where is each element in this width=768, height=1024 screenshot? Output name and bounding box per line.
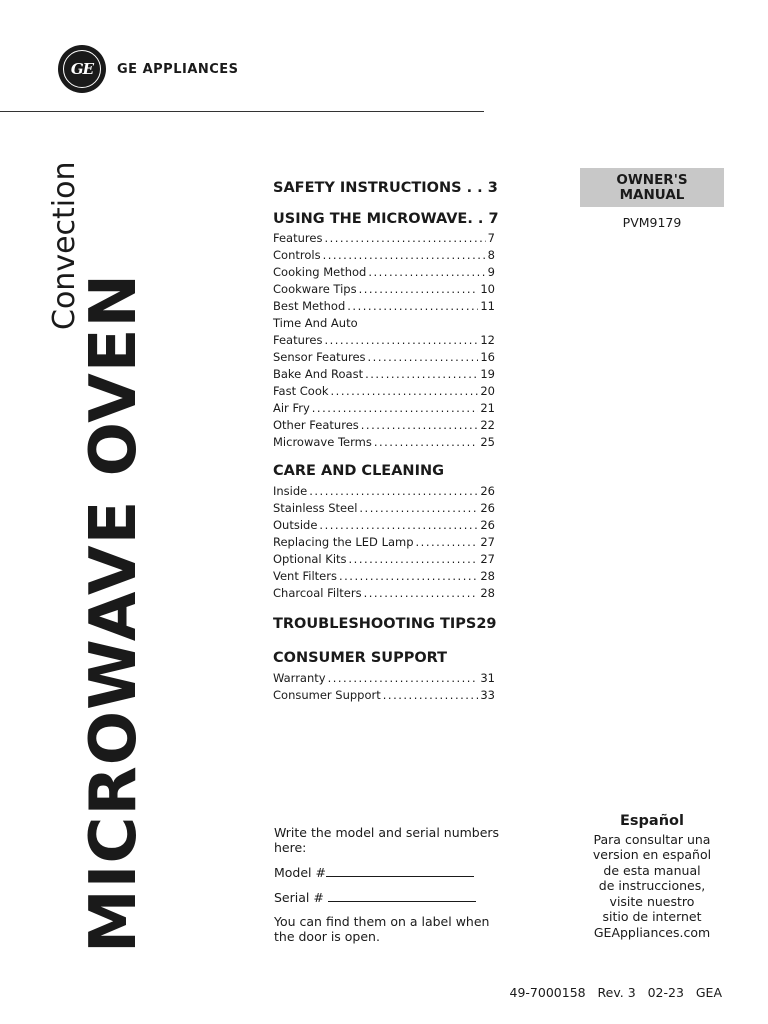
toc-entry xyxy=(273,517,495,534)
toc-entry-page: 19 xyxy=(480,367,495,381)
toc-entry-label: Cooking Method xyxy=(273,265,367,279)
toc-section-page: 29 xyxy=(476,616,497,632)
dot-leader xyxy=(416,534,479,551)
toc-entry xyxy=(273,687,495,704)
toc-entry-page: 31 xyxy=(480,671,495,685)
toc-entry-label: Stainless Steel xyxy=(273,501,358,515)
toc-entry-page: 11 xyxy=(480,299,495,313)
toc-entry xyxy=(273,281,495,298)
brand-name: GE APPLIANCES xyxy=(117,62,239,77)
toc-section-title: SAFETY INSTRUCTIONS . . 3 xyxy=(273,180,498,196)
dot-leader xyxy=(364,585,479,602)
doc-number: 49-7000158 xyxy=(509,985,586,1000)
toc-entry-label: Controls xyxy=(273,248,321,262)
toc-list-consumer xyxy=(273,670,495,704)
toc-entry-page: 12 xyxy=(480,333,495,347)
dot-leader xyxy=(349,551,479,568)
dot-leader xyxy=(323,247,486,264)
toc-entry xyxy=(273,349,495,366)
toc-entry-page: 9 xyxy=(487,265,495,279)
toc-entry-page: 20 xyxy=(480,384,495,398)
toc-entry-page: 8 xyxy=(487,248,495,262)
dot-leader xyxy=(368,349,479,366)
serial-label: Serial # xyxy=(274,890,324,905)
ge-monogram-icon: GE xyxy=(63,50,101,88)
spanish-line: GEAppliances.com xyxy=(593,924,711,940)
dot-leader xyxy=(383,687,479,704)
spanish-title: Español xyxy=(620,813,684,829)
dot-leader xyxy=(359,500,478,517)
spanish-line: de instrucciones, xyxy=(598,878,706,893)
dot-leader xyxy=(365,366,478,383)
toc-section-title: CONSUMER SUPPORT xyxy=(273,650,448,666)
toc-entry-label: Microwave Terms xyxy=(273,435,372,449)
toc-entry xyxy=(273,551,495,568)
dot-leader xyxy=(319,517,478,534)
toc-section-troubleshooting xyxy=(273,616,495,632)
dot-leader xyxy=(339,568,478,585)
serial-blank xyxy=(328,889,476,902)
model-label: Model # xyxy=(274,865,326,880)
table-of-contents xyxy=(273,180,499,704)
toc-entry-page: 16 xyxy=(480,350,495,364)
dot-leader xyxy=(312,400,479,417)
toc-entry-label: Other Features xyxy=(273,418,359,432)
toc-entry xyxy=(273,417,495,434)
toc-entry-page: 28 xyxy=(480,586,495,600)
product-title: MICROWAVE OVEN xyxy=(77,272,151,953)
toc-entry-label: Consumer Support xyxy=(273,688,381,702)
toc-entry-page: 25 xyxy=(480,435,495,449)
toc-entry-label: Cookware Tips xyxy=(273,282,357,296)
model-blank xyxy=(326,864,474,877)
toc-entry xyxy=(273,383,495,400)
owners-manual-badge xyxy=(580,168,724,207)
toc-entry xyxy=(273,400,495,417)
toc-entry-label: Bake And Roast xyxy=(273,367,364,381)
toc-entry-page: 10 xyxy=(480,282,495,296)
toc-entry xyxy=(273,332,495,349)
toc-section-title: CARE AND CLEANING xyxy=(273,463,444,479)
toc-entry-label: Replacing the LED Lamp xyxy=(273,535,414,549)
toc-entry-page: 7 xyxy=(487,231,495,245)
model-line xyxy=(274,864,504,880)
toc-entry xyxy=(273,670,495,687)
serial-line xyxy=(274,889,504,905)
toc-entry-page: 26 xyxy=(480,484,495,498)
document-footer xyxy=(510,985,722,1000)
toc-section-using xyxy=(273,211,499,227)
spanish-notice xyxy=(578,814,726,940)
header-divider xyxy=(0,111,484,112)
spanish-line: version en español xyxy=(592,847,712,862)
toc-entry xyxy=(273,366,495,383)
dot-leader xyxy=(368,264,485,281)
toc-entry xyxy=(273,247,495,264)
toc-section-title: TROUBLESHOOTING TIPS xyxy=(273,616,477,632)
toc-entry-label: Features xyxy=(273,231,323,245)
toc-entry-label: Best Method xyxy=(273,299,346,313)
revision-date: 02-23 xyxy=(647,985,684,1000)
toc-list-using xyxy=(273,230,495,451)
toc-entry-label: Warranty xyxy=(273,671,326,685)
toc-entry-page: 27 xyxy=(480,535,495,549)
toc-entry xyxy=(273,298,495,315)
spanish-line: de esta manual xyxy=(603,862,701,878)
dot-leader xyxy=(361,417,479,434)
toc-entry-label: Charcoal Filters xyxy=(273,586,362,600)
toc-entry-label: Vent Filters xyxy=(273,569,337,583)
toc-entry-label: Features xyxy=(273,333,323,347)
dot-leader xyxy=(328,670,479,687)
revision: Rev. 3 xyxy=(597,985,636,1000)
dot-leader xyxy=(359,281,479,298)
toc-entry-label: Outside xyxy=(273,518,318,532)
owners-manual-line1: OWNER'S xyxy=(616,171,688,188)
dot-leader xyxy=(374,434,479,451)
toc-entry xyxy=(273,264,495,281)
toc-entry xyxy=(273,568,495,585)
toc-entry-page: 26 xyxy=(480,501,495,515)
toc-section-consumer xyxy=(273,650,495,666)
toc-entry xyxy=(273,585,495,602)
dot-leader xyxy=(309,483,478,500)
toc-entry-label: Sensor Features xyxy=(273,350,366,364)
spanish-line: visite nuestro xyxy=(609,893,695,909)
toc-entry xyxy=(273,230,495,247)
spanish-text xyxy=(578,832,726,941)
dot-leader xyxy=(324,230,485,247)
toc-section-title: USING THE MICROWAVE. . 7 xyxy=(273,211,499,227)
owners-manual-line2: MANUAL xyxy=(619,186,685,203)
record-intro: Write the model and serial numbers here: xyxy=(274,825,500,855)
record-numbers-block xyxy=(274,825,504,953)
toc-section-safety xyxy=(273,180,498,196)
toc-entry-page: 22 xyxy=(480,418,495,432)
toc-section-care xyxy=(273,463,495,479)
spanish-line: sitio de internet xyxy=(602,909,702,924)
dot-leader xyxy=(331,383,479,400)
toc-entry-label: Optional Kits xyxy=(273,552,347,566)
toc-entry-label: Fast Cook xyxy=(273,384,329,398)
toc-entry xyxy=(273,534,495,551)
toc-entry-page: 21 xyxy=(480,401,495,415)
toc-entry xyxy=(273,315,495,332)
toc-entry-page: 27 xyxy=(480,552,495,566)
toc-entry xyxy=(273,483,495,500)
toc-entry-label: Time And Auto xyxy=(273,316,358,330)
doc-code: GEA xyxy=(695,985,722,1000)
model-number: PVM9179 xyxy=(622,215,682,230)
toc-entry xyxy=(273,500,495,517)
toc-entry-page: 26 xyxy=(480,518,495,532)
toc-entry-label: Air Fry xyxy=(273,401,310,415)
dot-leader xyxy=(324,332,478,349)
toc-entry xyxy=(273,434,495,451)
spanish-line: Para consultar una xyxy=(593,831,711,847)
toc-entry-page: 33 xyxy=(480,688,495,702)
toc-list-care xyxy=(273,483,495,602)
dot-leader xyxy=(347,298,478,315)
toc-entry-page: 28 xyxy=(480,569,495,583)
ge-logo xyxy=(58,45,106,93)
product-subtitle: Convection xyxy=(47,161,82,330)
record-note: You can find them on a label when the door is open. xyxy=(274,914,490,944)
toc-entry-label: Inside xyxy=(273,484,308,498)
